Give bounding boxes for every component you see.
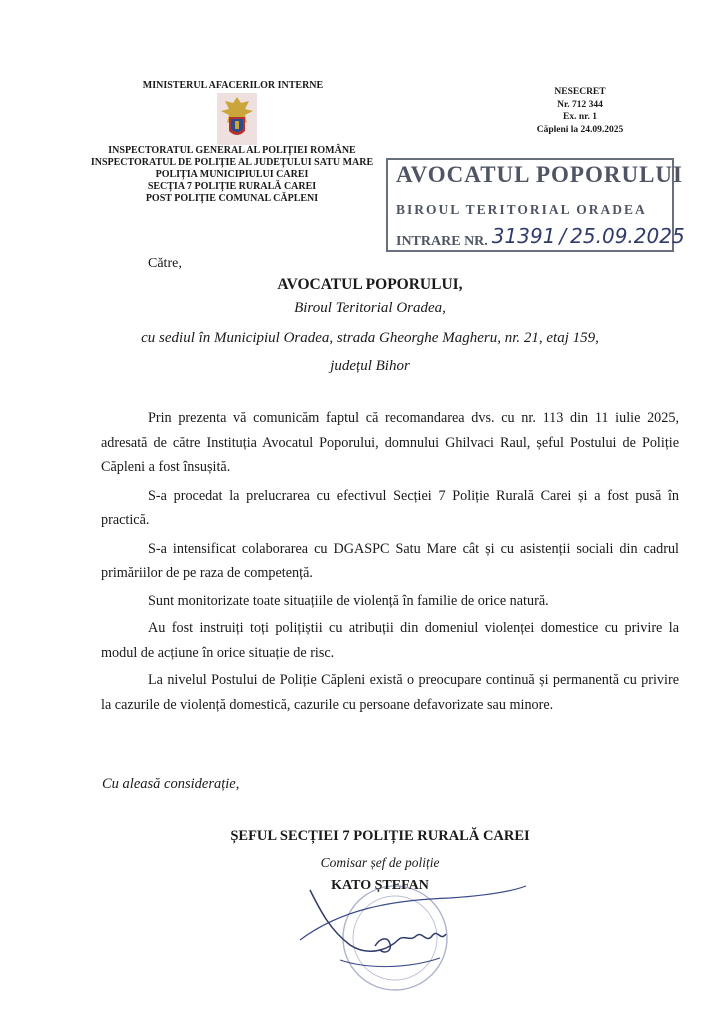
body-line: Prin prezenta vă comunicăm faptul că recomandarea dvs. cu nr. 113 din 11 iulie 2025,: [148, 410, 679, 426]
institution-line: INSPECTORATUL DE POLIȚIE AL JUDEȚULUI SATU MARE: [90, 157, 374, 168]
received-stamp: [386, 158, 685, 252]
paragraph-3: [101, 537, 679, 586]
body-line: Sunt monitorizate toate situațiile de violență în familie de orice natură.: [148, 592, 549, 609]
body-line: S-a intensificat colaborarea cu DGASPC Satu Mare cât și cu asistenții sociali din cadrul: [148, 540, 679, 557]
stamp-entry-number: 31391: [491, 224, 556, 248]
body-text: [101, 406, 679, 717]
paragraph-5: [101, 616, 679, 665]
signatory-rank: Comisar șef de poliție: [320, 855, 440, 870]
recipient-to: Către,: [148, 256, 182, 271]
document-registration: [520, 86, 640, 136]
institution-line: POST POLIȚIE COMUNAL CĂPLENI: [145, 193, 319, 204]
body-line: Au fost instruiți toți polițiștii cu atribuții din domeniul violenței domestice cu privire la: [148, 620, 679, 636]
body-line: Poliție Căpleni a fost însușită.: [101, 434, 680, 475]
place-date: Căpleni la 24.09.2025: [536, 124, 624, 135]
signatory-title: ȘEFUL SECȚIEI 7 POLIȚIE RURALĂ CAREI: [230, 828, 530, 844]
recipient-county: județul Bihor: [330, 358, 410, 374]
recipient-name: AVOCATUL POPORULUI,: [277, 276, 463, 293]
stamp-entry-label: INTRARE NR.: [396, 234, 488, 249]
body-line: adresată de către Instituția Avocatul Poporului, domnului Ghilvaci Raul, șeful Postului de: [101, 434, 636, 451]
coat-of-arms-icon: [215, 93, 259, 145]
stamp-institution: AVOCATUL POPORULUI: [396, 162, 683, 187]
body-line: primăriilor de pe raza de competență.: [101, 565, 313, 581]
body-line: S-a procedat la prelucrarea cu efectivul Secției 7 Poliție Rurală Carei și a fost pusă în: [148, 487, 679, 504]
institution-line: SECȚIA 7 POLIȚIE RURALĂ CAREI: [147, 181, 317, 192]
paragraph-4: [101, 589, 679, 614]
registration-number: Nr. 712 344: [557, 99, 603, 110]
paragraph-6: [101, 668, 679, 717]
stamp-office: BIROUL TERITORIAL ORADEA: [396, 202, 647, 217]
body-line: La nivelul Postului de Poliție Căpleni există o preocupare continuă și permanentă cu: [148, 672, 637, 688]
paragraph-2: [101, 484, 679, 533]
paragraph-1: [101, 406, 679, 480]
body-line: modul de acțiune în orice situație de risc.: [101, 644, 335, 661]
copy-number: Ex. nr. 1: [563, 112, 597, 122]
body-line: practică.: [101, 512, 150, 528]
stamp-entry: [396, 226, 685, 250]
recipient-address: cu sediul în Municipiul Oradea, strada Gheorghe Magheru, nr. 21, etaj 159,: [141, 330, 599, 346]
institution-lines: [62, 145, 402, 205]
ministry-heading: MINISTERUL AFACERILOR INTERNE: [142, 80, 324, 91]
closing-formula: Cu aleasă considerație,: [102, 776, 240, 792]
body-line: privire la cazurile de violență domestică, cazurile cu persoane defavorizate sau minore.: [101, 672, 679, 713]
stamp-separator: /: [559, 224, 567, 248]
institution-line: POLIȚIA MUNICIPIULUI CAREI: [155, 169, 309, 180]
recipient-office: Biroul Teritorial Oradea,: [294, 300, 446, 316]
classification: NESECRET: [554, 87, 606, 97]
signatory-name: KATO ȘTEFAN: [331, 878, 429, 893]
stamp-entry-date: 25.09.2025: [570, 224, 685, 248]
institution-line: INSPECTORATUL GENERAL AL POLIȚIEI ROMÂNE: [108, 145, 356, 156]
